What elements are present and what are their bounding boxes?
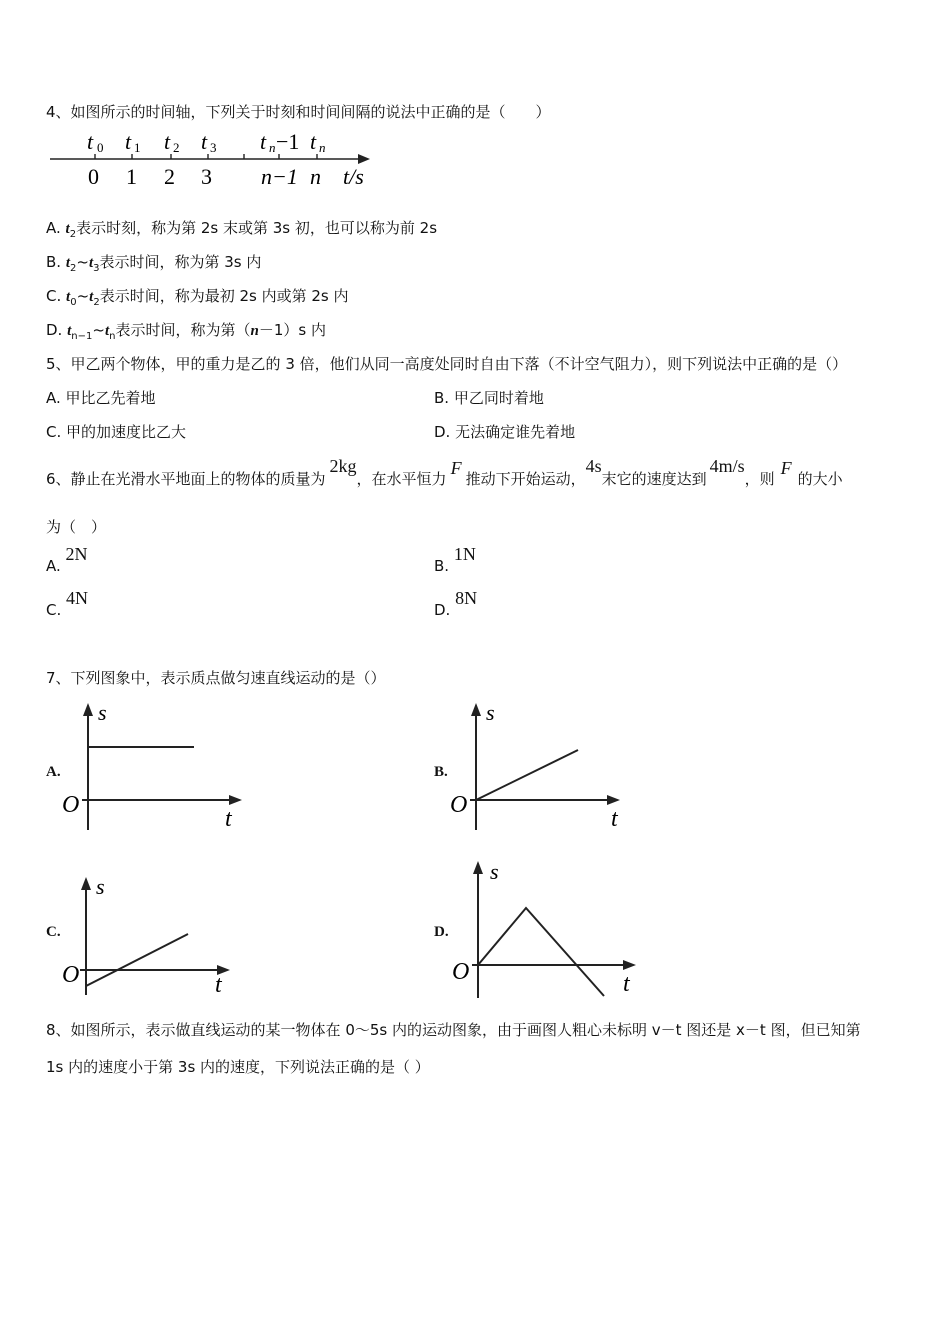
timeline-tn2: t bbox=[310, 129, 317, 154]
q6-option-a[interactable]: A. 2N bbox=[46, 544, 88, 575]
q6-stem-line2: 为（ ） bbox=[46, 518, 107, 536]
q5-option-a[interactable]: A. 甲比乙先着地 bbox=[46, 389, 156, 407]
graph-b-axis-t: t bbox=[611, 806, 618, 832]
q4-option-a[interactable]: A. $t_2$表示时刻，称为第 2s 末或第 3s 初，也可以称为前 2s bbox=[46, 219, 438, 240]
graph-a-origin: O bbox=[62, 792, 80, 818]
q7-graph-c[interactable] bbox=[60, 870, 250, 1000]
q4-timeline-figure bbox=[46, 128, 376, 192]
timeline-tn: t bbox=[260, 129, 267, 154]
timeline-t1: t bbox=[125, 129, 132, 154]
timeline-t2-sub: 2 bbox=[173, 140, 180, 155]
q6-stem: 6、静止在光滑水平地面上的物体的质量为2kg，在水平恒力F推动下开始运动，4s末它的速度达到4m/s，则F的大小 bbox=[46, 456, 843, 488]
timeline-t1-sub: 1 bbox=[134, 140, 141, 155]
graph-d-axis-s: s bbox=[490, 859, 499, 884]
q7-graph-b-label[interactable]: B. bbox=[434, 764, 448, 780]
q5-stem: 5、甲乙两个物体，甲的重力是乙的 3 倍，他们从同一高度处同时自由下落（不计空气阻力），则下列说法中正确的是（） bbox=[46, 355, 848, 373]
q5-option-d[interactable]: D. 无法确定谁先着地 bbox=[434, 423, 576, 441]
timeline-t0: t bbox=[87, 129, 94, 154]
graph-c-axis-t: t bbox=[215, 972, 222, 998]
timeline-label-n-minus-1: n−1 bbox=[261, 164, 298, 189]
q7-graph-a-label[interactable]: A. bbox=[46, 764, 61, 780]
graph-a-axis-t: t bbox=[225, 806, 232, 832]
q7-graph-c-label[interactable]: C. bbox=[46, 924, 61, 940]
timeline-tn-minus-one: −1 bbox=[276, 129, 300, 154]
timeline-tn2-sub: n bbox=[319, 140, 326, 155]
q4-option-b[interactable]: B. $t_2\sim t_3$表示时间，称为第 3s 内 bbox=[46, 253, 262, 274]
q6-option-b[interactable]: B. 1N bbox=[434, 544, 476, 575]
timeline-t3: t bbox=[201, 129, 208, 154]
timeline-t0-sub: 0 bbox=[97, 140, 104, 155]
q7-stem: 7、下列图象中，表示质点做匀速直线运动的是（） bbox=[46, 669, 386, 687]
graph-c-origin: O bbox=[62, 962, 80, 988]
q7-graph-d-label[interactable]: D. bbox=[434, 924, 449, 940]
q5-option-b[interactable]: B. 甲乙同时着地 bbox=[434, 389, 544, 407]
graph-c-axis-s: s bbox=[96, 874, 105, 899]
timeline-t2: t bbox=[164, 129, 171, 154]
timeline-label-2: 2 bbox=[164, 164, 175, 189]
graph-d-origin: O bbox=[452, 959, 470, 985]
timeline-tn-sub: n bbox=[269, 140, 276, 155]
graph-d-axis-t: t bbox=[623, 971, 630, 997]
q8-stem-line1: 8、如图所示，表示做直线运动的某一物体在 0～5s 内的运动图象，由于画图人粗心未标明 v－t 图还是 x－t 图，但已知第 bbox=[46, 1021, 861, 1039]
q8-stem-line2: 1s 内的速度小于第 3s 内的速度，下列说法正确的是（ ） bbox=[46, 1058, 430, 1076]
timeline-t3-sub: 3 bbox=[210, 140, 217, 155]
graph-b-axis-s: s bbox=[486, 700, 495, 725]
timeline-label-n: n bbox=[310, 164, 321, 189]
q6-option-d[interactable]: D. 8N bbox=[434, 588, 478, 619]
q7-graph-a[interactable] bbox=[60, 700, 250, 835]
q7-graph-b[interactable] bbox=[448, 700, 638, 835]
q7-graph-d[interactable] bbox=[448, 855, 648, 1000]
timeline-label-ts: t/s bbox=[343, 164, 364, 189]
graph-a-axis-s: s bbox=[98, 700, 107, 725]
q4-stem: 4、如图所示的时间轴，下列关于时刻和时间间隔的说法中正确的是（ ） bbox=[46, 103, 551, 121]
q4-option-d[interactable]: D. $t_{n-1}\sim t_n$表示时间，称为第（n－1）s 内 bbox=[46, 321, 326, 342]
timeline-label-0: 0 bbox=[88, 164, 99, 189]
timeline-label-3: 3 bbox=[201, 164, 212, 189]
q5-option-c[interactable]: C. 甲的加速度比乙大 bbox=[46, 423, 187, 441]
timeline-label-1: 1 bbox=[126, 164, 137, 189]
graph-b-origin: O bbox=[450, 792, 468, 818]
q4-option-c[interactable]: C. $t_0\sim t_2$表示时间，称为最初 2s 内或第 2s 内 bbox=[46, 287, 349, 308]
q6-option-c[interactable]: C. 4N bbox=[46, 588, 89, 619]
